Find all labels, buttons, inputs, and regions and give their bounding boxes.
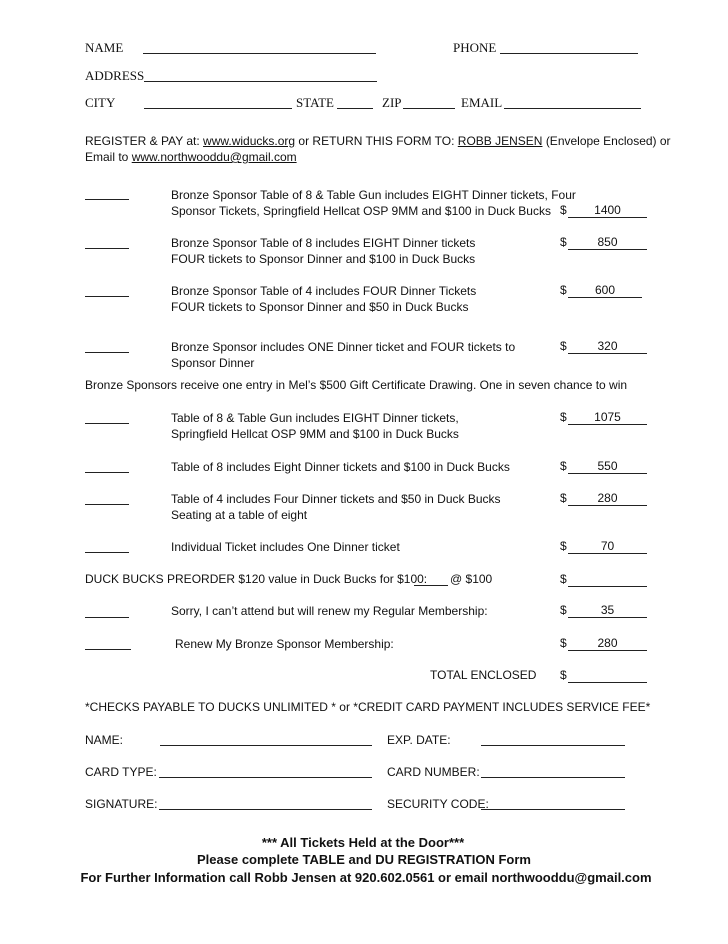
sponsor-item-line1: Bronze Sponsor Table of 4 includes FOUR Dinner Tickets: [171, 284, 477, 298]
duck-bucks-price[interactable]: [568, 572, 647, 587]
card-type-label: CARD TYPE:: [85, 765, 157, 779]
currency-symbol: $: [560, 203, 567, 217]
contact-name-link[interactable]: ROBB JENSEN: [457, 134, 543, 148]
sponsor-item-line2: Sponsor Tickets, Springfield Hellcat OSP 9MM and $100 in Duck Bucks: [171, 204, 551, 218]
name-label: NAME: [85, 40, 124, 55]
card-number-label: CARD NUMBER:: [387, 765, 480, 779]
regular-qty-field[interactable]: [85, 472, 129, 473]
regular-item-price: 70: [568, 539, 647, 554]
sponsor-item-price: 600: [568, 283, 642, 298]
membership-item-label: Sorry, I can’t attend but will renew my Regular Membership:: [171, 604, 488, 618]
card-name-label: NAME:: [85, 733, 124, 747]
state-label: STATE: [296, 95, 334, 110]
currency-symbol: $: [560, 603, 567, 617]
membership-item-label: Renew My Bronze Sponsor Membership:: [175, 637, 394, 651]
currency-symbol: $: [560, 668, 567, 682]
regular-qty-field[interactable]: [85, 423, 129, 424]
payment-note: *CHECKS PAYABLE TO DUCKS UNLIMITED * or *CREDIT CARD PAYMENT INCLUDES SERVICE FEE*: [85, 700, 651, 714]
register-email-prefix: Email to: [85, 150, 129, 164]
duck-bucks-label: DUCK BUCKS PREORDER $120 value in Duck Bucks for $100:: [85, 572, 428, 586]
regular-item-description: [171, 410, 459, 442]
card-type-field[interactable]: [159, 777, 372, 778]
sponsor-item-description: [171, 235, 475, 267]
address-field[interactable]: [144, 81, 377, 82]
total-label: TOTAL ENCLOSED: [430, 668, 537, 682]
zip-field[interactable]: [403, 108, 455, 109]
register-middle: or RETURN THIS FORM TO:: [298, 134, 455, 148]
city-field[interactable]: [144, 108, 292, 109]
sponsor-item-description: [171, 283, 476, 315]
sponsor-item-line1: Bronze Sponsor includes ONE Dinner ticket and FOUR tickets to: [171, 340, 516, 354]
sponsor-item-line2: FOUR tickets to Sponsor Dinner and $100 in Duck Bucks: [171, 252, 476, 266]
register-email-line: [85, 150, 297, 164]
drawing-note: Bronze Sponsors receive one entry in Mel’s $500 Gift Certificate Drawing. One in seven chance to win: [85, 378, 628, 392]
security-code-label: SECURITY CODE:: [387, 797, 489, 811]
security-code-field[interactable]: [481, 809, 625, 810]
footer-line1: *** All Tickets Held at the Door***: [261, 835, 465, 850]
currency-symbol: $: [560, 459, 567, 473]
currency-symbol: $: [560, 283, 567, 297]
regular-item-price: 280: [568, 491, 647, 506]
email-field[interactable]: [504, 108, 641, 109]
name-field[interactable]: [143, 53, 376, 54]
currency-symbol: $: [560, 539, 567, 553]
address-label: ADDRESS: [85, 68, 145, 83]
phone-field[interactable]: [500, 53, 638, 54]
sponsor-item-price: 850: [568, 235, 647, 250]
sponsor-qty-field[interactable]: [85, 296, 129, 297]
sponsor-item-description: [171, 187, 576, 219]
sponsor-qty-field[interactable]: [85, 199, 129, 200]
footer-line2: Please complete TABLE and DU REGISTRATION Form: [197, 852, 531, 867]
register-prefix: REGISTER & PAY at:: [85, 134, 200, 148]
membership-item-price: 280: [568, 636, 647, 651]
sponsor-item-price: 1400: [568, 203, 647, 218]
membership-qty-field[interactable]: [85, 617, 129, 618]
total-field[interactable]: [568, 668, 647, 683]
sponsor-qty-field[interactable]: [85, 248, 129, 249]
regular-item-description: [171, 539, 400, 555]
signature-label: SIGNATURE:: [85, 797, 158, 811]
currency-symbol: $: [560, 491, 567, 505]
regular-item-line1: Individual Ticket includes One Dinner ticket: [171, 540, 400, 554]
card-number-field[interactable]: [481, 777, 625, 778]
email-link[interactable]: www.northwooddu@gmail.com: [131, 150, 297, 164]
currency-symbol: $: [560, 636, 567, 650]
exp-date-label: EXP. DATE:: [387, 733, 451, 747]
regular-item-line2: Springfield Hellcat OSP 9MM and $100 in Duck Bucks: [171, 427, 459, 441]
regular-qty-field[interactable]: [85, 504, 129, 505]
signature-field[interactable]: [159, 809, 372, 810]
membership-item-price: 35: [568, 603, 647, 618]
currency-symbol: $: [560, 572, 567, 586]
regular-item-line1: Table of 4 includes Four Dinner tickets and $50 in Duck Bucks: [171, 492, 501, 506]
card-name-field[interactable]: [160, 745, 372, 746]
footer-line3: For Further Information call Robb Jensen at 920.602.0561 or email northwooddu@gmail.com: [80, 870, 652, 885]
sponsor-item-line2: FOUR tickets to Sponsor Dinner and $50 in Duck Bucks: [171, 300, 469, 314]
email-label: EMAIL: [461, 95, 503, 110]
regular-item-price: 1075: [568, 410, 647, 425]
sponsor-item-line1: Bronze Sponsor Table of 8 includes EIGHT Dinner tickets: [171, 236, 476, 250]
website-link[interactable]: www.widucks.org: [203, 134, 296, 148]
regular-item-price: 550: [568, 459, 647, 474]
regular-item-line1: Table of 8 & Table Gun includes EIGHT Dinner tickets,: [171, 411, 459, 425]
phone-label: PHONE: [453, 40, 497, 55]
exp-date-field[interactable]: [481, 745, 625, 746]
sponsor-item-price: 320: [568, 339, 647, 354]
regular-item-description: [171, 459, 510, 475]
sponsor-item-line1: Bronze Sponsor Table of 8 & Table Gun includes EIGHT Dinner tickets, Four: [171, 188, 576, 202]
sponsor-item-line2: Sponsor Dinner: [171, 356, 255, 370]
register-line: [85, 134, 671, 148]
currency-symbol: $: [560, 339, 567, 353]
city-label: CITY: [85, 95, 116, 110]
currency-symbol: $: [560, 235, 567, 249]
sponsor-qty-field[interactable]: [85, 352, 129, 353]
zip-label: ZIP: [382, 95, 402, 110]
regular-item-line1: Table of 8 includes Eight Dinner tickets and $100 in Duck Bucks: [171, 460, 510, 474]
regular-item-description: [171, 491, 501, 523]
sponsor-item-description: [171, 339, 515, 371]
register-suffix: (Envelope Enclosed) or: [545, 134, 671, 148]
membership-qty-field[interactable]: [85, 649, 131, 650]
regular-item-line2: Seating at a table of eight: [171, 508, 308, 522]
duck-bucks-at: @ $100: [450, 572, 493, 586]
duck-bucks-qty-field[interactable]: [414, 585, 448, 586]
state-field[interactable]: [337, 108, 373, 109]
currency-symbol: $: [560, 410, 567, 424]
regular-qty-field[interactable]: [85, 552, 129, 553]
